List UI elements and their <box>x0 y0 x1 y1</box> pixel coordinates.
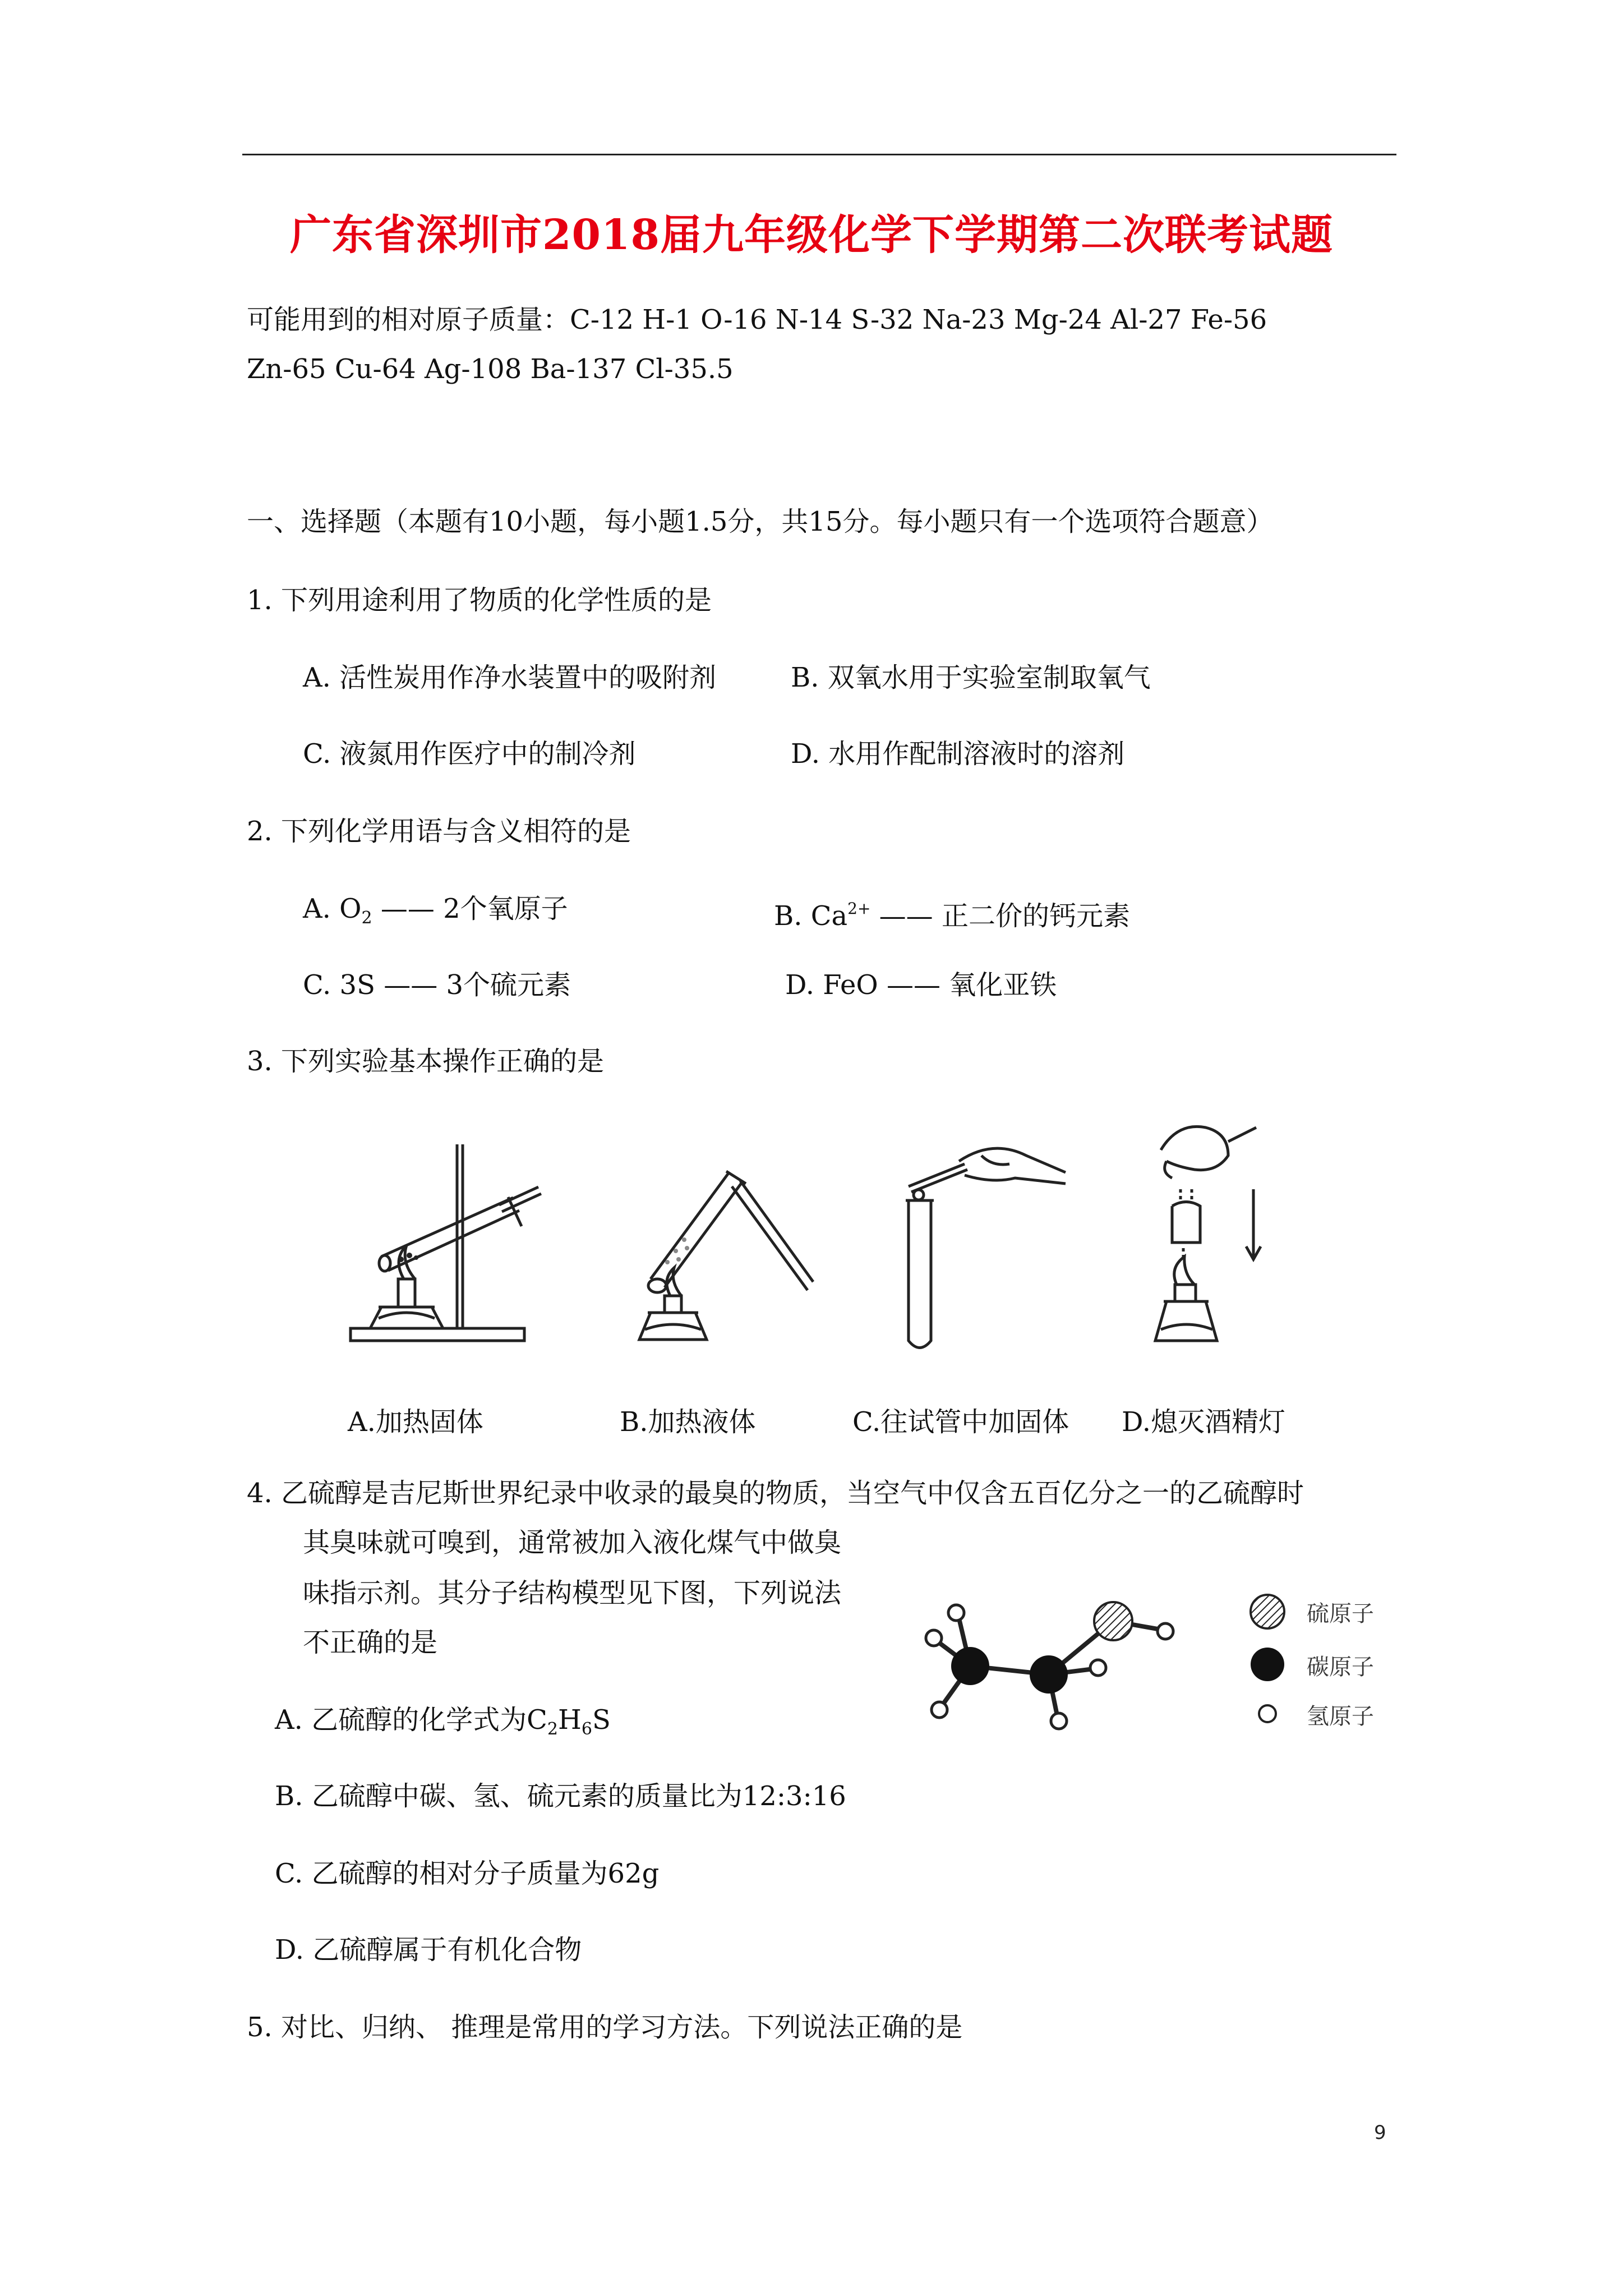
carbon-atom-2 <box>1030 1655 1068 1694</box>
figure-d-extinguish-lamp <box>1144 1116 1290 1363</box>
q4-stem-line-3: 味指示剂。其分子结构模型见下图，下列说法 <box>303 1577 842 1609</box>
legend-hydrogen-icon <box>1256 1703 1279 1725</box>
q4-option-a <box>275 1703 611 1746</box>
hydrogen-atom <box>932 1702 947 1718</box>
q4-option-a-end: S <box>592 1704 611 1736</box>
q2-option-a-sub: 2 <box>361 908 372 928</box>
figure-a-heating-solid <box>348 1139 533 1352</box>
q4-option-a-mid: H <box>558 1704 582 1736</box>
q2-option-b-text: —— 正二价的钙元素 <box>870 900 1130 932</box>
q2-option-b <box>774 892 1130 933</box>
section-heading: 一、选择题（本题有10小题，每小题1.5分，共15分。每小题只有一个选项符合题意） <box>247 506 1274 537</box>
page-number: 9 <box>1374 2122 1386 2144</box>
atomic-mass-line-2: Zn-65 Cu-64 Ag-108 Ba-137 Cl-35.5 <box>247 353 734 385</box>
ethanethiol-molecule-model <box>909 1588 1200 1745</box>
hydrogen-atom <box>1158 1623 1173 1639</box>
figure-b-heating-liquid <box>634 1161 813 1352</box>
q4-stem-line-4: 不正确的是 <box>303 1627 438 1658</box>
q2-option-c: C. 3S —— 3个硫元素 <box>303 969 571 1001</box>
carbon-atom-1 <box>951 1647 989 1685</box>
q1-option-d: D. 水用作配制溶液时的溶剂 <box>791 738 1125 770</box>
q2-option-d: D. FeO —— 氧化亚铁 <box>785 969 1057 1001</box>
q2-stem: 2. 下列化学用语与含义相符的是 <box>247 816 631 847</box>
legend-sulfur-label: 硫原子 <box>1307 1601 1374 1627</box>
q3-stem: 3. 下列实验基本操作正确的是 <box>247 1046 605 1077</box>
hydrogen-atom <box>1090 1660 1106 1676</box>
q3-caption-c: C.往试管中加固体 <box>852 1406 1069 1438</box>
q2-option-a-label: A. O <box>303 893 362 924</box>
q2-option-b-sup: 2+ <box>847 899 871 918</box>
q1-option-b: B. 双氧水用于实验室制取氧气 <box>791 662 1151 693</box>
q4-option-d: D. 乙硫醇属于有机化合物 <box>275 1934 582 1966</box>
q3-caption-d: D.熄灭酒精灯 <box>1122 1406 1286 1438</box>
q1-option-c: C. 液氮用作医疗中的制冷剂 <box>303 738 636 770</box>
hydrogen-atom <box>1051 1713 1067 1729</box>
q2-option-a-text: —— 2个氧原子 <box>372 893 568 924</box>
q4-option-a-sub1: 2 <box>547 1719 559 1739</box>
q5-stem: 5. 对比、归纳、 推理是常用的学习方法。下列说法正确的是 <box>247 2012 963 2043</box>
legend-hydrogen-label: 氢原子 <box>1307 1704 1374 1729</box>
figure-c-adding-solid <box>897 1139 1088 1363</box>
q4-stem-line-2: 其臭味就可嗅到，通常被加入液化煤气中做臭 <box>303 1527 842 1558</box>
hydrogen-atom <box>926 1630 942 1646</box>
q2-option-a <box>303 892 568 935</box>
q4-stem-line-1: 4. 乙硫醇是吉尼斯世界纪录中收录的最臭的物质，当空气中仅含五百亿分之一的乙硫醇时 <box>247 1478 1304 1509</box>
atomic-mass-line-1: 可能用到的相对原子质量：C-12 H-1 O-16 N-14 S-32 Na-23 Mg-24 Al-27 Fe-56 <box>247 304 1267 335</box>
q3-caption-b: B.加热液体 <box>620 1406 756 1438</box>
q1-stem: 1. 下列用途利用了物质的化学性质的是 <box>247 585 712 616</box>
legend-carbon-label: 碳原子 <box>1307 1654 1374 1680</box>
q4-option-b: B. 乙硫醇中碳、氢、硫元素的质量比为12:3:16 <box>275 1780 846 1812</box>
page-title: 广东省深圳市2018届九年级化学下学期第二次联考试题 <box>290 211 1333 259</box>
q4-option-c: C. 乙硫醇的相对分子质量为62g <box>275 1858 660 1889</box>
legend-sulfur-icon <box>1248 1592 1287 1631</box>
legend-carbon-icon <box>1248 1645 1287 1684</box>
header-rule <box>242 154 1396 155</box>
hydrogen-atom <box>948 1605 964 1621</box>
q2-option-b-label: B. Ca <box>774 900 848 932</box>
q4-option-a-sub2: 6 <box>581 1719 592 1739</box>
q1-option-a: A. 活性炭用作净水装置中的吸附剂 <box>303 662 717 693</box>
q3-caption-a: A.加热固体 <box>348 1406 483 1438</box>
q4-option-a-text: A. 乙硫醇的化学式为C <box>275 1704 547 1736</box>
sulfur-atom <box>1094 1602 1132 1640</box>
